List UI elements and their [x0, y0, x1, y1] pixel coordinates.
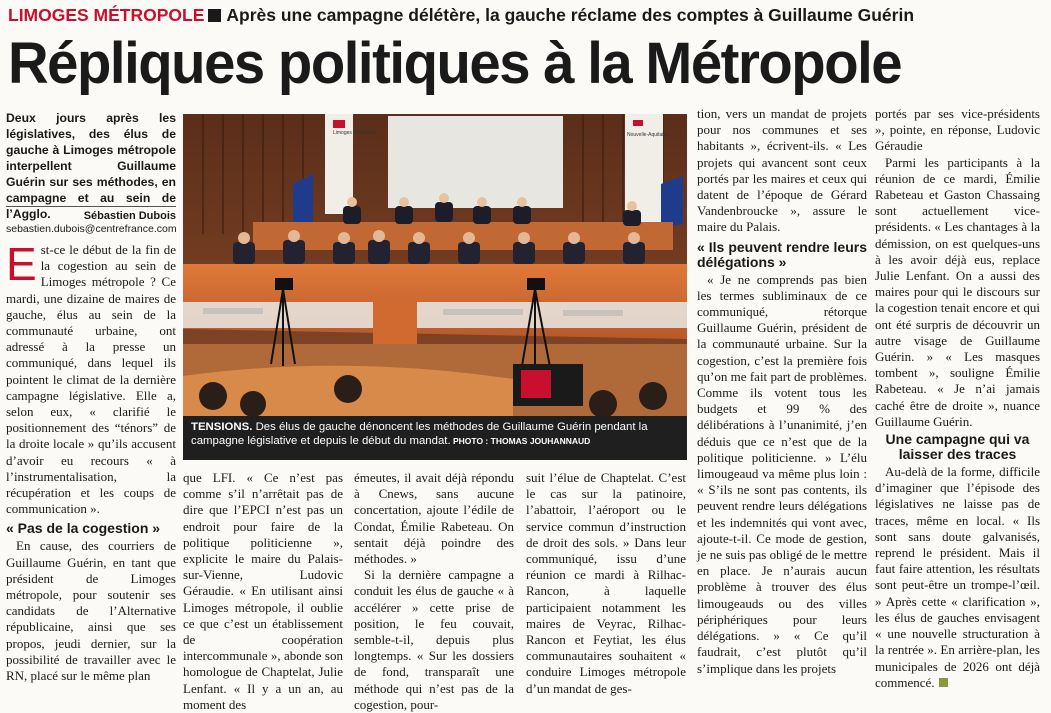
- author-name: Sébastien Dubois: [83, 210, 176, 222]
- column-3: [354, 470, 514, 712]
- standfirst: Deux jours après les législatives, des élus de gauche à Limoges métropole interpellent Guillaume Guérin sur ses méthodes, en campagne et au sein de l’Agglo.: [6, 111, 176, 221]
- square-bullet-icon: [208, 9, 221, 22]
- column-5: [697, 106, 867, 700]
- subheading: « Pas de la cogestion »: [6, 520, 161, 537]
- column-6: [875, 106, 1040, 700]
- paragraph: Est-ce le début de la fin de la cogestion au sein de Limoges métropole ? Ce mardi, une dizaine de maires de gauche, élus au sein de la communauté urbaine, ont adressé à la presse un communiqué, dans lequel ils pointent le climat de la dernière campagne législative. Elle a, selon eux, « clarifié le positionnement des “ténors” de la droite locale » qu’ils accusent d’avoir eu recours « à l’instrumentalisation, la récupération et les coups de communication ».: [6, 238, 176, 517]
- banner-right-text: Nouvelle-Aquitaine: [627, 132, 669, 138]
- headline: Répliques politiques à la Métropole: [8, 31, 902, 96]
- paragraph: Parmi les participants à la réunion de ce mardi, Émilie Rabeteau et Gaston Chassaing sont actuellement vice-présidents. « Les chantages à la démission, on est quelques-uns à les avoir déjà eus, replace Julie Lenfant. On a aussi des maires pour qui le discours sur la cogestion tenait encore et qui ont été surpris de découvrir un autre visage de Guillaume Guérin. » « Les masques tombent », souligne Émilie Rabeteau. « Je n’ai jamais caché être de droite », nuance Guillaume Guérin.: [875, 154, 1040, 429]
- paragraph: suit l’élue de Chaptelat. C’est le cas sur la patinoire, l’abattoir, l’aéroport ou le service commun d’instruction de droit des sols. » Dans leur communiqué, issu d’une réunion ce mardi à Rilhac-Rancon, à laquelle participaient notamment les maires de Veyrac, Rilhac-Rancon et Feytiat, les élus communautaires souhaitent « conduire Limoges métropole d’un mandat de ges-: [526, 470, 686, 696]
- column-1: [6, 238, 176, 700]
- photo-caption: [183, 416, 687, 460]
- subheading: Une campagne qui va laisser des traces: [885, 431, 1030, 463]
- paragraph: Si la dernière campagne a conduit les élus de gauche « à accélérer » cette prise de position, le feu couvait, semble-t-il, depuis plus longtemps. « Sur les dossiers de fond, transparaît une méthode qui n’est pas de la cogestion, pour-: [354, 567, 514, 712]
- kicker-text: Après une campagne délétère, la gauche réclame des comptes à Guillaume Guérin: [226, 5, 915, 25]
- council-chamber-image: [183, 114, 687, 416]
- paragraph: « Je ne comprends pas bien les termes subliminaux de ce communiqué, rétorque Guillaume Guérin, président de la communauté urbaine. Sur la cogestion, c’est la première fois qu’on me fait part de problèmes. Comme ils votent tous les budgets et 99 % des délibérations à l’unanimité, j’en déduis que ce n’est que de la politique politicienne. » L’élu limougeaud va même plus loin : « S’ils ne sont pas contents, ils peuvent rendre leurs délégations et les indemnités qui vont avec, ajoute-t-il. Ce mode de gestion, je ne suis pas obligé de le mettre en place. Je n’aurais aucun problème à trouver des élus limougeauds ou des villes périphériques pour leurs délégations. » « Ce qu’il faudrait, c’est plutôt qu’il s’implique dans les projets: [697, 271, 867, 676]
- paragraph: Au-delà de la forme, difficile d’imaginer que l’épisode des législatives ne laisse pas de traces, même en local. « Ils sont sans doute galvanisés, reprend le président. Mais il faut faire attention, les résultats sont peut-être un trompe-l’œil. » Après cette « clarification », les élus de gauches envisagent « une nouvelle structuration à la rentrée ». En arrière-plan, les municipales de 2026 ont déjà commencé.: [875, 464, 1040, 690]
- photo-credit: PHOTO : THOMAS JOUHANNAUD: [450, 436, 591, 446]
- drop-cap: E: [6, 238, 37, 290]
- paragraph: que LFI. « Ce n’est pas comme s’il n’arrêtait pas de dire que l’EPCI n’est pas un endroit pour faire de la politique politicienne », explicite le maire du Palais-sur-Vienne, Ludovic Géraudie. « En utilisant ainsi Limoges métropole, il oublie ce que c’est un établissement de coopération intercommunale », abonde son homologue de Chaptelat, Julie Lenfant. « Il y a un an, au moment des: [183, 470, 343, 712]
- paragraph: En cause, des courriers de Guillaume Guérin, en tant que président de Limoges métropole, pour soutenir ses candidats de l’Alternative républicaine, ainsi que ses propos, jeudi dernier, sur la possibilité de travailler avec le RN, placé sur le même plan: [6, 538, 176, 684]
- banner-left-text: Limoges Métropole: [333, 130, 376, 136]
- column-2: [183, 470, 343, 712]
- paragraph: émeutes, il avait déjà répondu à Cnews, sans aucune concertation, ajoute l’édile de Condat, Émilie Rabeteau. On sentait déjà poindre des méthodes. »: [354, 470, 514, 567]
- paragraph: portés par ses vice-présidents », pointe, en réponse, Ludovic Géraudie: [875, 106, 1040, 154]
- subheading: « Ils peuvent rendre leurs délégations »: [697, 238, 867, 270]
- caption-text: Des élus de gauche dénoncent les méthodes de Guillaume Guérin pendant la campagne législative et depuis le début du mandat.: [191, 421, 648, 447]
- section-label: LIMOGES MÉTROPOLE: [8, 5, 205, 25]
- end-mark-icon: [939, 678, 948, 687]
- kicker: [8, 4, 1048, 26]
- author-email: sebastien.dubois@centrefrance.com: [6, 223, 177, 235]
- caption-label: TENSIONS.: [191, 421, 253, 433]
- byline: [6, 206, 176, 236]
- column-4: [526, 470, 686, 700]
- article-photo: [183, 114, 687, 416]
- paragraph: tion, vers un mandat de projets pour nos communes et ses habitants », écrivent-ils. « Les projets qui avancent sont ceux portés par les maires et ceux qui datent de l’époque de Gérard Vandenbroucke », assure le maire du Palais.: [697, 106, 867, 235]
